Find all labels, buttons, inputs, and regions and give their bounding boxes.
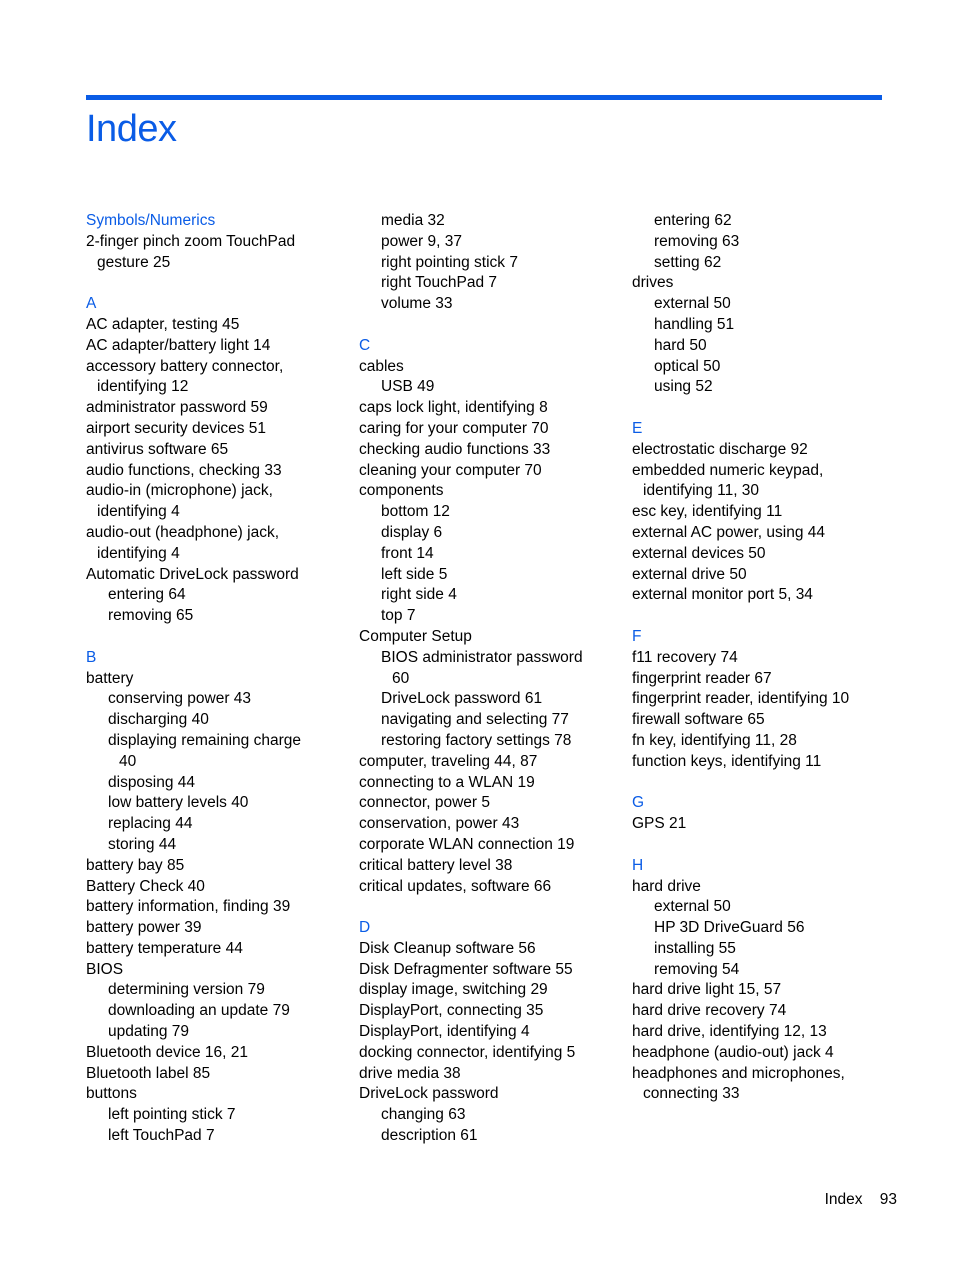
index-subentry: top 7 <box>381 607 416 625</box>
index-subentry: changing 63 <box>381 1106 466 1124</box>
index-entry: caring for your computer 70 <box>359 419 549 437</box>
index-subentry: navigating and selecting 77 <box>381 711 569 729</box>
index-subentry: disposing 44 <box>108 773 196 791</box>
index-entry: cleaning your computer 70 <box>359 461 542 479</box>
index-subentry: low battery levels 40 <box>108 794 249 812</box>
page-number: 93 <box>879 1191 897 1208</box>
index-subentry: restoring factory settings 78 <box>381 731 572 749</box>
section-spacer <box>632 835 892 856</box>
index-subentry: entering 62 <box>654 212 732 229</box>
index-entry: battery bay 85 <box>86 856 185 874</box>
index-entry: hard drive <box>632 877 701 895</box>
index-entry: checking audio functions 33 <box>359 440 551 458</box>
index-entry: docking connector, identifying 5 <box>359 1043 576 1061</box>
index-entry: battery temperature 44 <box>86 939 243 957</box>
index-entry: audio functions, checking 33 <box>86 461 282 479</box>
index-subentry: removing 65 <box>108 607 194 625</box>
index-subentry: USB 49 <box>381 378 435 396</box>
index-subentry: left side 5 <box>381 565 448 583</box>
index-entry: cables <box>359 357 404 375</box>
index-letter-heading: G <box>632 794 645 812</box>
index-entry: connector, power 5 <box>359 794 490 812</box>
index-subentry: setting 62 <box>654 253 722 271</box>
index-letter-heading: C <box>359 336 371 354</box>
index-subentry: left pointing stick 7 <box>108 1106 236 1124</box>
section-spacer <box>632 398 892 419</box>
section-spacer <box>632 606 892 627</box>
index-subentry: display 6 <box>381 523 443 541</box>
index-entry: esc key, identifying 11 <box>632 503 783 521</box>
index-subentry: description 61 <box>381 1127 478 1145</box>
index-entry-continuation: 40 <box>119 752 137 770</box>
index-subentry: replacing 44 <box>108 815 193 833</box>
index-column-2 <box>359 211 619 1147</box>
index-letter-heading: E <box>632 419 643 437</box>
index-subentry: volume 33 <box>381 295 453 313</box>
index-entry: display image, switching 29 <box>359 981 548 999</box>
index-entry: fingerprint reader 67 <box>632 669 772 687</box>
index-subentry: left TouchPad 7 <box>108 1127 215 1145</box>
index-subentry: displaying remaining charge <box>108 731 302 749</box>
index-subentry: right side 4 <box>381 586 457 604</box>
index-entry: external drive 50 <box>632 565 747 583</box>
index-entry: drives <box>632 274 674 292</box>
index-entry: critical battery level 38 <box>359 856 513 874</box>
index-subentry: removing 54 <box>654 960 740 978</box>
index-entry: f11 recovery 74 <box>632 648 738 666</box>
index-entry: Disk Cleanup software 56 <box>359 939 536 957</box>
index-entry: fingerprint reader, identifying 10 <box>632 690 850 708</box>
index-entry: battery information, finding 39 <box>86 898 291 916</box>
index-entry: Disk Defragmenter software 55 <box>359 960 573 978</box>
index-entry: DisplayPort, identifying 4 <box>359 1023 530 1041</box>
index-subentry: installing 55 <box>654 939 736 957</box>
index-entry: DriveLock password <box>359 1085 499 1103</box>
index-subentry: conserving power 43 <box>108 690 252 708</box>
index-subentry: right pointing stick 7 <box>381 253 518 271</box>
index-subentry: determining version 79 <box>108 981 265 999</box>
index-entry: function keys, identifying 11 <box>632 752 822 770</box>
index-subentry: bottom 12 <box>381 503 450 521</box>
index-entry: administrator password 59 <box>86 399 268 417</box>
index-subentry: HP 3D DriveGuard 56 <box>654 919 805 937</box>
index-entry-continuation: identifying 12 <box>97 378 189 396</box>
index-entry: audio-in (microphone) jack, <box>86 482 273 500</box>
index-entry: critical updates, software 66 <box>359 877 552 895</box>
index-subentry: removing 63 <box>654 232 740 250</box>
index-entry: audio-out (headphone) jack, <box>86 523 280 541</box>
index-letter-heading: D <box>359 919 371 937</box>
index-entry: hard drive light 15, 57 <box>632 981 782 999</box>
index-subentry: optical 50 <box>654 357 721 375</box>
index-subentry: updating 79 <box>108 1023 190 1041</box>
index-entry: Automatic DriveLock password <box>86 565 299 583</box>
index-subentry: handling 51 <box>654 315 735 333</box>
index-entry: connecting to a WLAN 19 <box>359 773 535 791</box>
index-entry: buttons <box>86 1085 137 1103</box>
index-entry: conservation, power 43 <box>359 815 520 833</box>
index-entry: Battery Check 40 <box>86 877 205 895</box>
index-subentry: entering 64 <box>108 586 186 604</box>
index-column-1 <box>86 211 346 1147</box>
index-entry: AC adapter/battery light 14 <box>86 336 271 354</box>
index-entry: electrostatic discharge 92 <box>632 440 808 458</box>
index-subentry: power 9, 37 <box>381 232 462 250</box>
index-entry: external AC power, using 44 <box>632 523 826 541</box>
index-entry: antivirus software 65 <box>86 440 229 458</box>
index-subentry: external 50 <box>654 295 731 313</box>
index-subentry: downloading an update 79 <box>108 1002 290 1020</box>
section-spacer <box>86 627 346 648</box>
index-subentry: discharging 40 <box>108 711 209 729</box>
index-entry: GPS 21 <box>632 815 687 833</box>
index-entry-continuation: identifying 4 <box>97 503 180 521</box>
index-entry: fn key, identifying 11, 28 <box>632 731 797 749</box>
index-column-3 <box>632 211 892 1105</box>
index-entry: battery power 39 <box>86 919 202 937</box>
index-subentry: external 50 <box>654 898 731 916</box>
index-subentry: DriveLock password 61 <box>381 690 543 708</box>
index-letter-heading: A <box>86 295 97 313</box>
index-entry: firewall software 65 <box>632 711 765 729</box>
index-entry: accessory battery connector, <box>86 357 284 375</box>
index-entry: external monitor port 5, 34 <box>632 586 813 604</box>
index-entry: components <box>359 482 444 500</box>
index-entry: drive media 38 <box>359 1064 461 1082</box>
index-entry: DisplayPort, connecting 35 <box>359 1002 544 1020</box>
index-subentry: media 32 <box>381 212 445 229</box>
index-letter-heading: Symbols/Numerics <box>86 212 216 229</box>
index-entry: hard drive, identifying 12, 13 <box>632 1023 827 1041</box>
index-letter-heading: B <box>86 648 97 666</box>
page-footer <box>825 1191 897 1209</box>
index-entry: battery <box>86 669 134 687</box>
index-subentry: right TouchPad 7 <box>381 274 498 292</box>
index-entry: headphone (audio-out) jack 4 <box>632 1043 834 1061</box>
index-entry: external devices 50 <box>632 544 766 562</box>
index-entry: 2-finger pinch zoom TouchPad <box>86 232 296 250</box>
index-entry: Bluetooth device 16, 21 <box>86 1043 249 1061</box>
index-entry: AC adapter, testing 45 <box>86 315 240 333</box>
footer-label: Index <box>824 1191 863 1208</box>
index-entry-continuation: 60 <box>392 669 410 687</box>
index-entry: hard drive recovery 74 <box>632 1002 787 1020</box>
index-entry: Computer Setup <box>359 627 472 645</box>
index-letter-heading: H <box>632 856 644 874</box>
index-entry: headphones and microphones, <box>632 1064 845 1082</box>
section-spacer <box>86 273 346 294</box>
section-spacer <box>359 315 619 336</box>
index-subentry: using 52 <box>654 378 713 396</box>
index-entry-continuation: identifying 11, 30 <box>643 482 760 500</box>
index-entry: BIOS <box>86 960 124 978</box>
index-entry-continuation: connecting 33 <box>643 1085 740 1103</box>
section-spacer <box>359 897 619 918</box>
index-entry: airport security devices 51 <box>86 419 267 437</box>
header-rule <box>86 95 882 100</box>
index-entry: Bluetooth label 85 <box>86 1064 211 1082</box>
index-entry: computer, traveling 44, 87 <box>359 752 538 770</box>
section-spacer <box>632 773 892 794</box>
index-entry: embedded numeric keypad, <box>632 461 824 479</box>
index-letter-heading: F <box>632 627 642 645</box>
index-entry: corporate WLAN connection 19 <box>359 835 575 853</box>
index-entry: caps lock light, identifying 8 <box>359 399 548 417</box>
index-entry-continuation: gesture 25 <box>97 253 171 271</box>
index-subentry: front 14 <box>381 544 434 562</box>
index-subentry: BIOS administrator password <box>381 648 583 666</box>
index-subentry: hard 50 <box>654 336 707 354</box>
index-entry-continuation: identifying 4 <box>97 544 180 562</box>
index-subentry: storing 44 <box>108 835 177 853</box>
page-title: Index <box>86 108 177 150</box>
